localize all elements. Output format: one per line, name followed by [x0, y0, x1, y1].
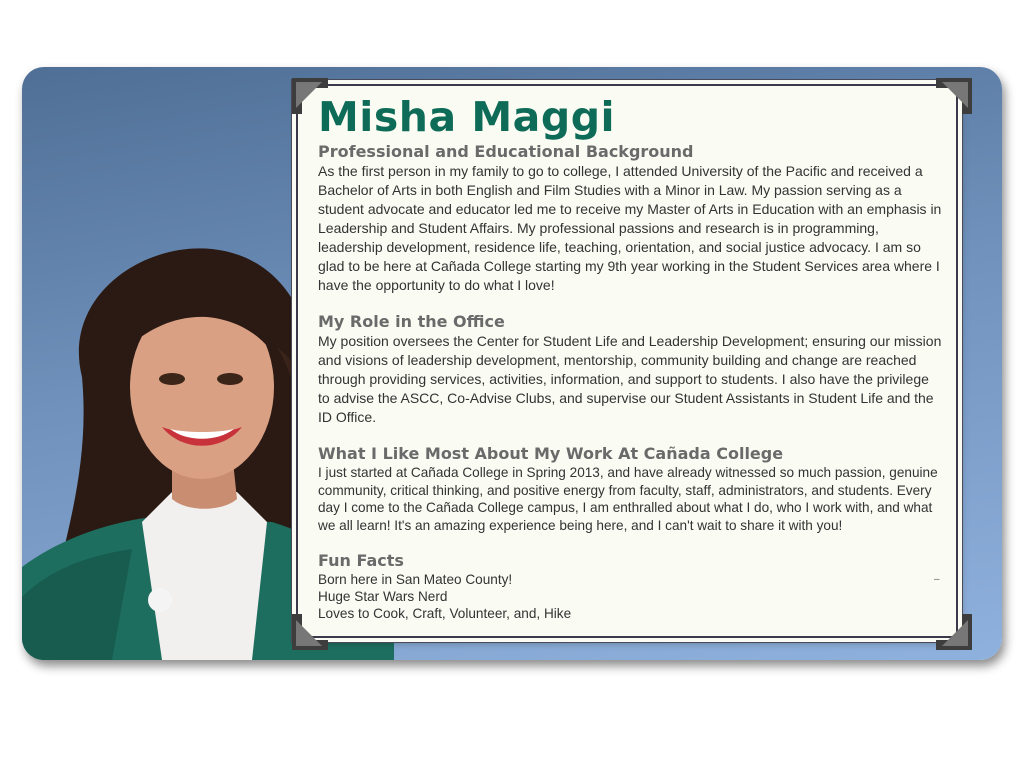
profile-content — [318, 92, 944, 639]
fun-facts-list — [318, 571, 944, 622]
section-heading: Fun Facts — [318, 551, 404, 570]
section-body: I just started at Cañada College in Spring 2013, and have already witnessed so much passion, genuine community, critical thinking, and positive energy from faculty, staff, administrators, and students. Every day I come to the Cañada College campus, I am enthralled about what I do, who I work with, and what we all learn! It's an amazing experience being here, and I can't wait to share it with you! — [318, 465, 938, 533]
list-item: Huge Star Wars Nerd — [318, 589, 448, 604]
section-heading: My Role in the Office — [318, 312, 505, 331]
list-item: Loves to Cook, Craft, Volunteer, and, Hike — [318, 606, 572, 621]
section-role — [318, 312, 944, 427]
stray-dash-mark: – — [934, 574, 940, 585]
section-background — [318, 142, 944, 295]
section-body: As the first person in my family to go to college, I attended University of the Pacific and received a Bachelor of Arts in both English and Film Studies with a Minor in Law. My passion serving as a student advocate and educator led me to receive my Master of Arts in Education with an emphasis in Leadership and Student Affairs. My professional passions and research is in programming, leadership development, residence life, teaching, orientation, and social justice advocacy. I am so glad to be here at Cañada College starting my 9th year working in the Student Services area where I have the opportunity to do what I love! — [318, 163, 942, 293]
list-item: Born here in San Mateo County! — [318, 572, 513, 587]
section-heading: What I Like Most About My Work At Cañada College — [318, 444, 784, 463]
section-heading: Professional and Educational Background — [318, 142, 694, 161]
section-like-most — [318, 444, 944, 534]
section-body: My position oversees the Center for Student Life and Leadership Development; ensuring our mission and visions of leadership development, mentorship, community building and change are reached through providing services, activities, information, and support to students. I also have the privilege to advise the ASCC, Co-Advise Clubs, and supervise our Student Assistants in Student Life and the ID Office. — [318, 333, 942, 425]
section-fun-facts — [318, 551, 944, 622]
profile-name: Misha Maggi — [318, 93, 616, 141]
